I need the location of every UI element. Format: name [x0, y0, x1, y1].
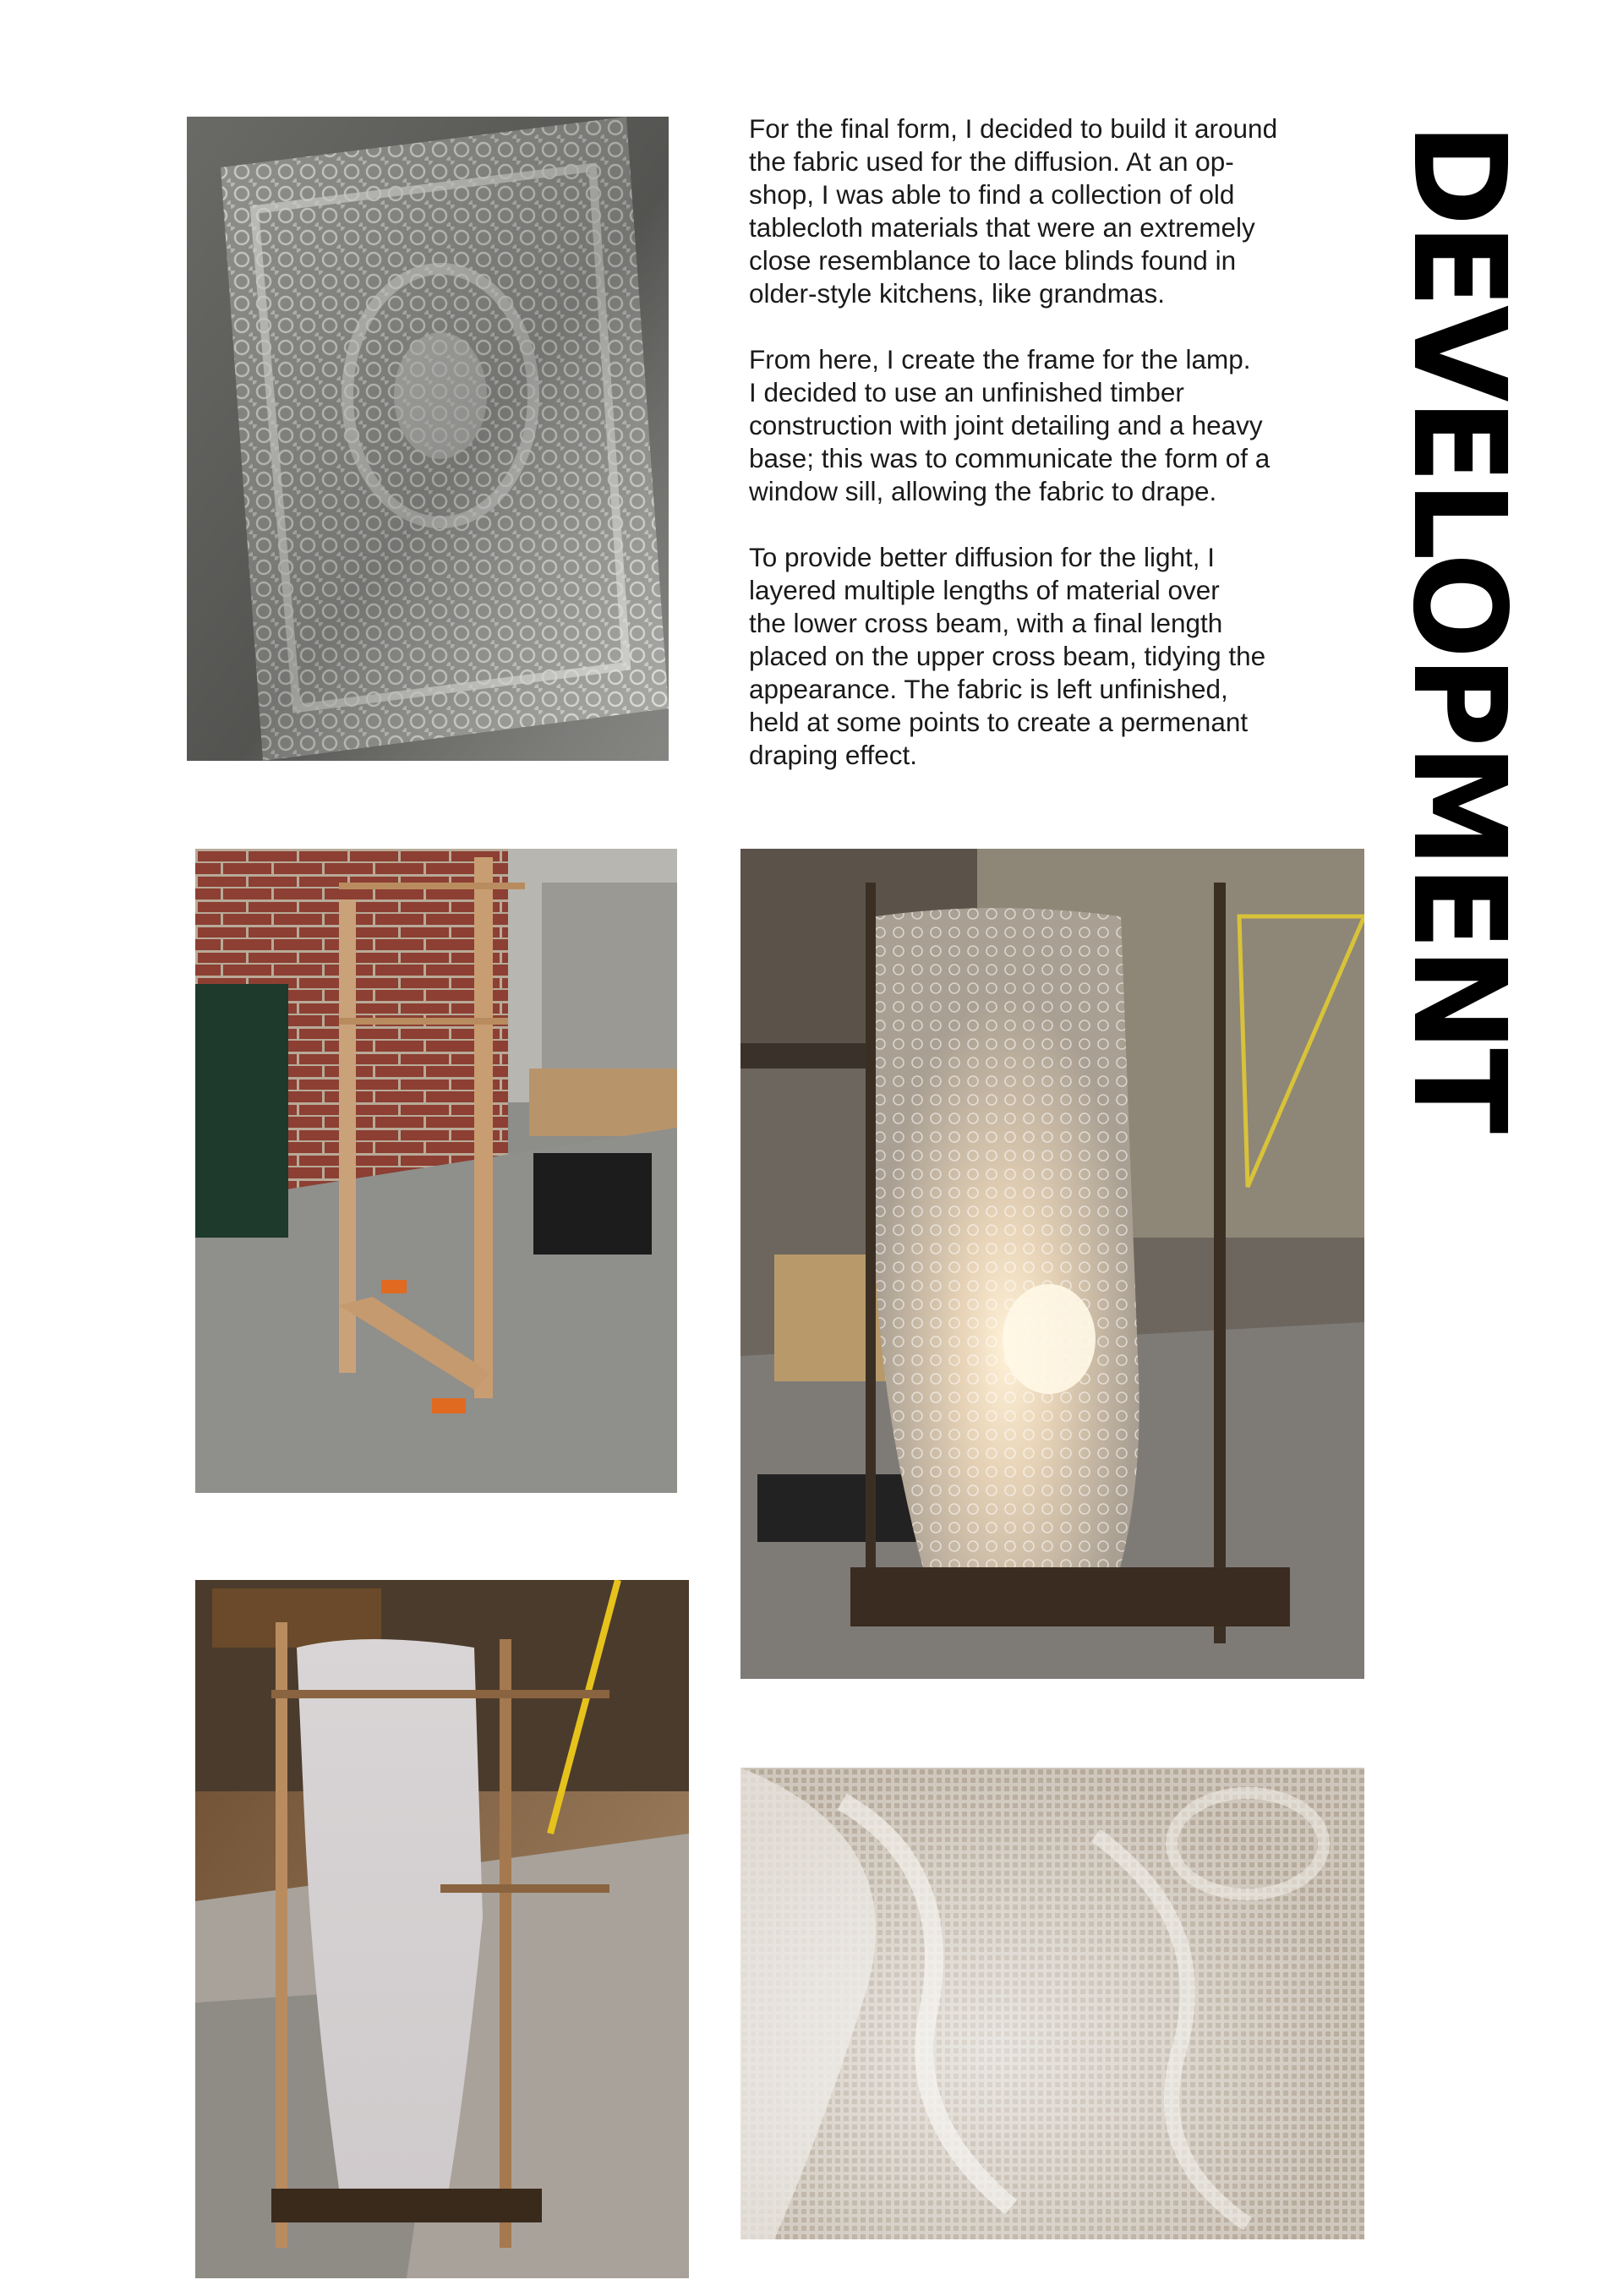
- lit-lamp-photo: [740, 849, 1364, 1679]
- page-title: DEVELOPMENT: [1385, 123, 1533, 1131]
- lace-tablecloth-photo: [187, 117, 669, 761]
- draped-frame-photo: [195, 1580, 689, 2278]
- paragraph-fabric: For the final form, I decided to build it around the fabric used for the diffusion. At an op- shop, I was able to find a collection of old tablecloth materials that were an extremely close resemblance to lace blinds found in older-style kitchens, like grandmas.: [749, 113, 1278, 309]
- lace-detail-photo: [740, 1768, 1364, 2239]
- paragraph-frame: From here, I create the frame for the lamp. I decided to use an unfinished timber construction with joint detailing and a heavy base; this was to communicate the form of a window sill, allowing the fabric to drape.: [749, 344, 1271, 506]
- timber-frame-photo: [195, 849, 677, 1493]
- body-copy: [749, 112, 1341, 805]
- paragraph-diffusion: To provide better diffusion for the light, I layered multiple lengths of material over the lower cross beam, with a final length placed on the upper cross beam, tidying the appearance. The fabric is left unfinished, held at some points to create a permenant draping effect.: [749, 542, 1266, 770]
